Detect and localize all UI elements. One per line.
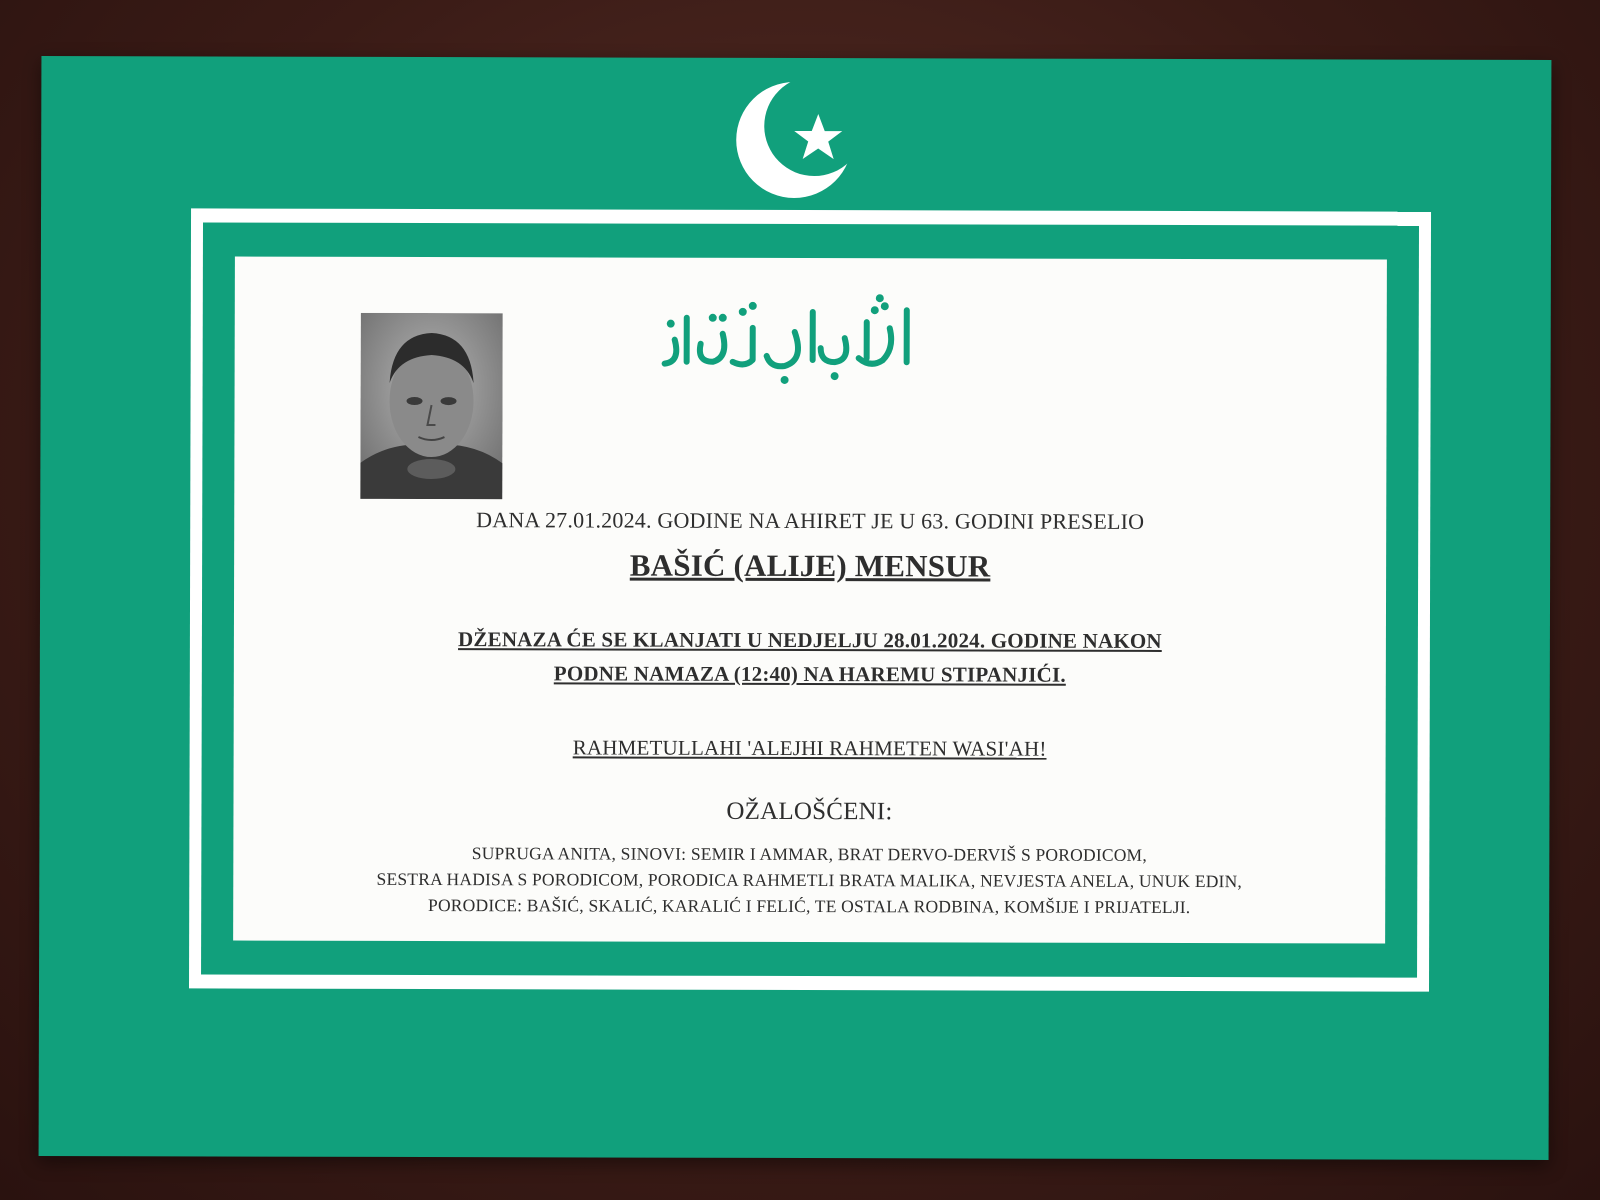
deceased-name: BAŠIĆ (ALIJE) MENSUR <box>629 547 991 584</box>
funeral-info-line-2: PODNE NAMAZA (12:40) NA HAREMU STIPANJIĆI. <box>553 661 1066 687</box>
mourners-line-3: PORODICE: BAŠIĆ, SKALIĆ, KARALIĆ I FELIĆ, TE OSTALA RODBINA, KOMŠIJE I PRIJATELJI. <box>428 895 1191 918</box>
mourners-line-1: SUPRUGA ANITA, SINOVI: SEMIR I AMMAR, BRAT DERVO-DERVIŠ S PORODICOM, <box>471 843 1147 865</box>
portrait-photo <box>360 313 502 499</box>
obituary-paper <box>39 56 1552 1160</box>
arabic-calligraphy-icon <box>645 288 945 399</box>
notice-content <box>233 257 1387 944</box>
green-frame-band <box>201 222 1419 977</box>
notice-panel <box>233 257 1387 944</box>
mourners-title: OŽALOŠĆENI: <box>726 797 893 826</box>
funeral-info-line-1: DŽENAZA ĆE SE KLANJATI U NEDJELJU 28.01.2024. GODINE NAKON <box>458 627 1162 653</box>
prayer-line: RAHMETULLAHI 'ALEJHI RAHMETEN WASI'AH! <box>572 735 1047 761</box>
outer-white-frame <box>189 208 1431 991</box>
crescent-and-star-icon <box>726 70 866 210</box>
announcement-intro: DANA 27.01.2024. GODINE NA AHIRET JE U 63. GODINI PRESELIO <box>476 507 1145 534</box>
mourners-line-2: SESTRA HADISA S PORODICOM, PORODICA RAHMETLI BRATA MALIKA, NEVJESTA ANELA, UNUK EDIN, <box>376 868 1243 892</box>
